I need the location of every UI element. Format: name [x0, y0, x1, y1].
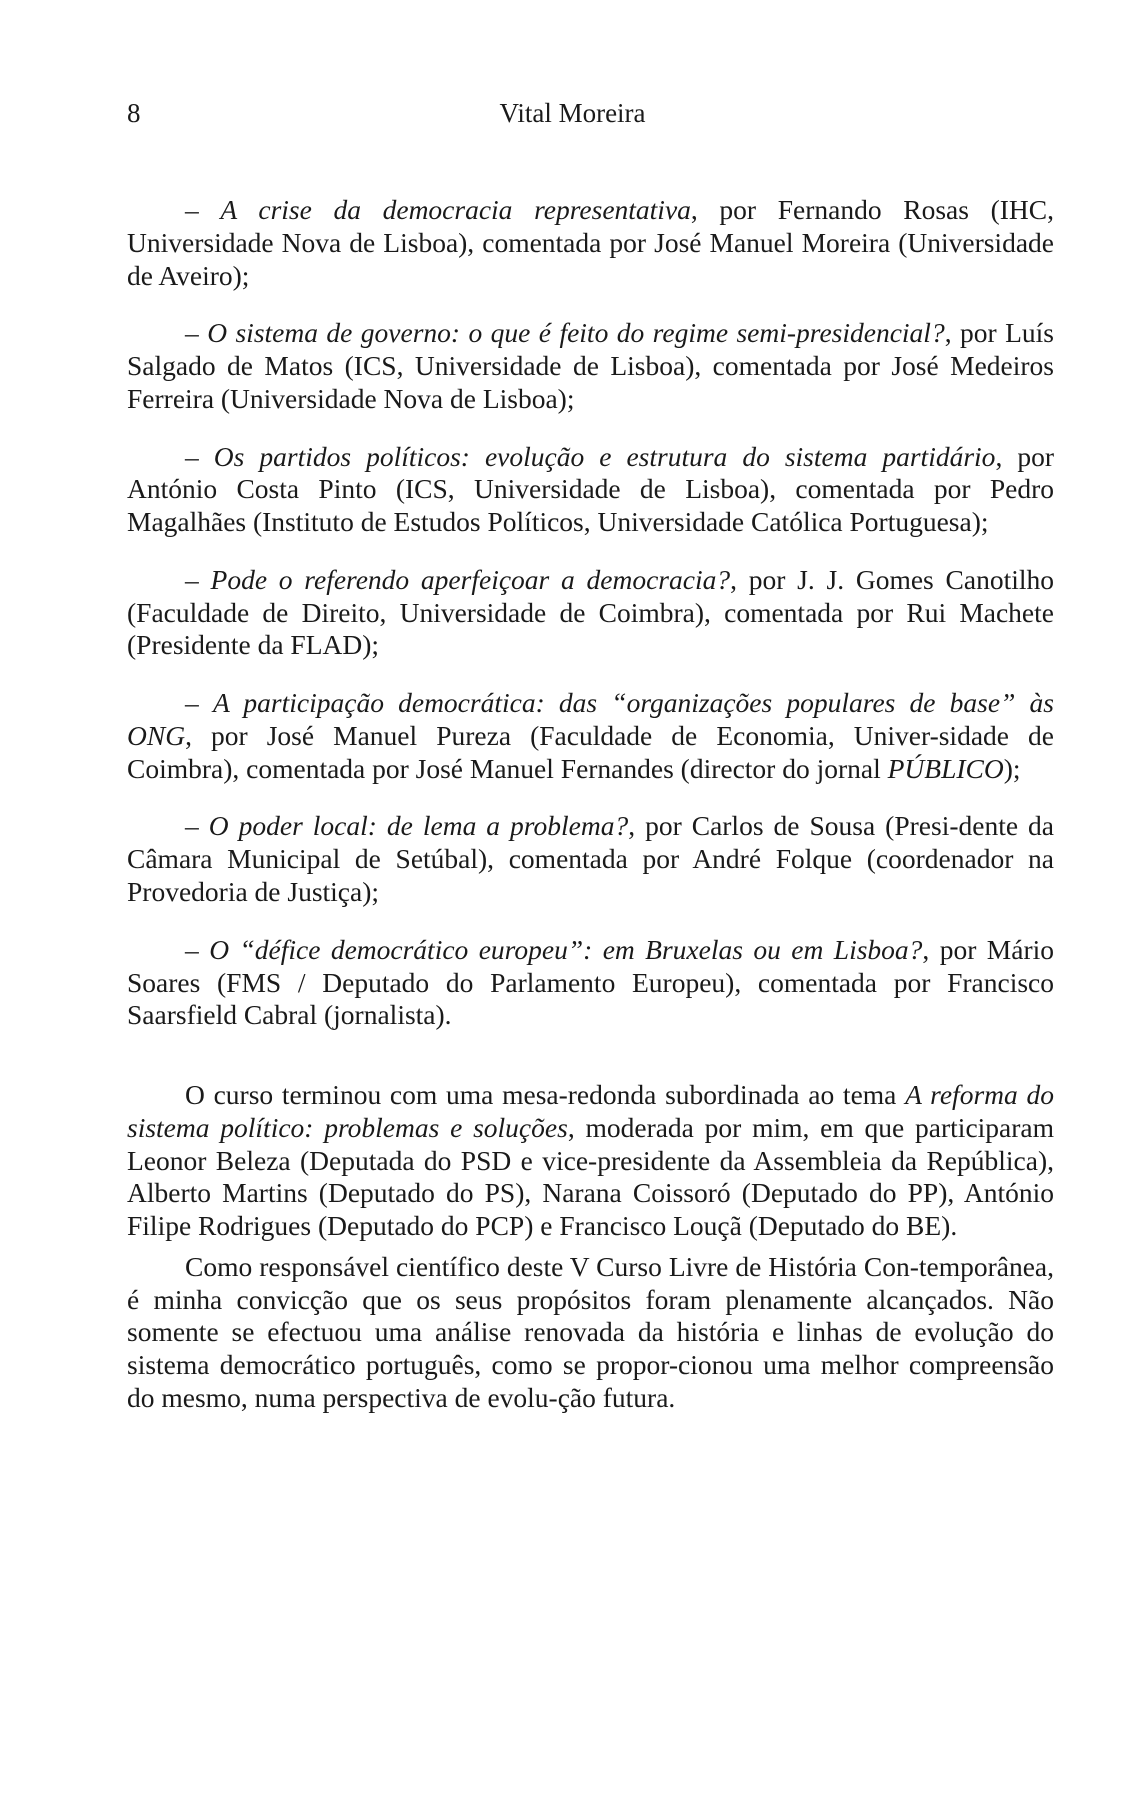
page-number: 8 — [127, 98, 141, 128]
item-dash: – — [185, 317, 208, 349]
list-item — [127, 194, 1054, 292]
closing-paragraph-2: Como responsável científico deste V Curso Livre de História Con-temporânea, é minha convicção que os seus propósitos foram plenamente alcançados. Não somente se efectuou uma análise renovada da história e linhas de evolução do sistema democrático português, como se propor-cionou uma melhor compreensão do mesmo, numa perspectiva de evolu-ção futura. — [127, 1250, 1054, 1413]
round-table-theme: A reforma do sistema político: problemas e soluções — [127, 1079, 1054, 1143]
page-header — [0, 98, 1145, 138]
item-title: O sistema de governo: o que é feito do regime semi-presidencial? — [207, 317, 945, 349]
item-title: A crise da democracia representativa — [220, 194, 691, 225]
item-title: Pode o referendo aperfeiçoar a democracia? — [210, 563, 731, 595]
body-text — [127, 194, 1054, 1423]
item-description: , por José Manuel Pureza (Faculdade de Economia, Univer-sidade de Coimbra), comentada por José Manuel Fernandes (director do jornal — [127, 719, 1054, 784]
item-description: , por Luís Salgado de Matos (ICS, Universidade de Lisboa), comentada por José Medeiros Ferreira (Universidade Nova de Lisboa); — [127, 317, 1054, 414]
item-title: A participação democrática: das “organizações populares de base” às ONG — [127, 687, 1055, 751]
list-item — [127, 934, 1054, 1032]
newspaper-name: PÚBLICO — [887, 752, 1004, 784]
running-head: Vital Moreira — [499, 98, 646, 128]
closing-paragraph-1 — [127, 1079, 1054, 1243]
item-description: , por Carlos de Sousa (Presi-dente da Câmara Municipal de Setúbal), comentada por André Folque (coordenador na Provedoria de Justiça); — [127, 810, 1055, 908]
item-dash: – — [185, 810, 209, 842]
item-description: , por Fernando Rosas (IHC, Universidade Nova de Lisboa), comentada por José Manuel Moreira (Universidade de Aveiro); — [127, 194, 1055, 291]
item-dash: – — [185, 563, 211, 595]
list-item — [127, 687, 1054, 785]
list-item — [127, 810, 1054, 908]
paragraph-text: O curso terminou com uma mesa-redonda subordinada ao tema — [185, 1079, 906, 1111]
list-item — [127, 441, 1054, 539]
item-description: , por J. J. Gomes Canotilho (Faculdade de Direito, Universidade de Coimbra), comentada por Rui Machete (Presidente da FLAD); — [127, 563, 1054, 661]
item-dash: – — [185, 194, 221, 225]
item-title: Os partidos políticos: evolução e estrutura do sistema partidário — [213, 440, 996, 472]
list-item — [127, 564, 1054, 662]
item-dash: – — [185, 440, 214, 472]
item-description-end: ); — [1003, 752, 1021, 784]
item-dash: – — [185, 687, 213, 719]
item-title: O poder local: de lema a problema? — [208, 810, 629, 842]
item-title: O “défice democrático europeu”: em Bruxelas ou em Lisboa? — [209, 933, 923, 965]
item-description: , por Mário Soares (FMS / Deputado do Parlamento Europeu), comentada por Francisco Saarsfield Cabral (jornalista). — [127, 933, 1055, 1031]
paragraph-text: , moderada por mim, em que participaram Leonor Beleza (Deputada do PSD e vice-presidente da Assembleia da República), Alberto Martins (Deputado do PS), Narana Coissoró (Deputado do PP), António Filipe Rodrigues (Deputado do PCP) e Francisco Louçã (Deputado do BE). — [127, 1111, 1054, 1242]
item-description: , por António Costa Pinto (ICS, Universidade de Lisboa), comentada por Pedro Magalhães (Instituto de Estudos Políticos, Universidade Católica Portuguesa); — [127, 440, 1054, 538]
item-dash: – — [185, 933, 210, 965]
list-item — [127, 317, 1054, 415]
